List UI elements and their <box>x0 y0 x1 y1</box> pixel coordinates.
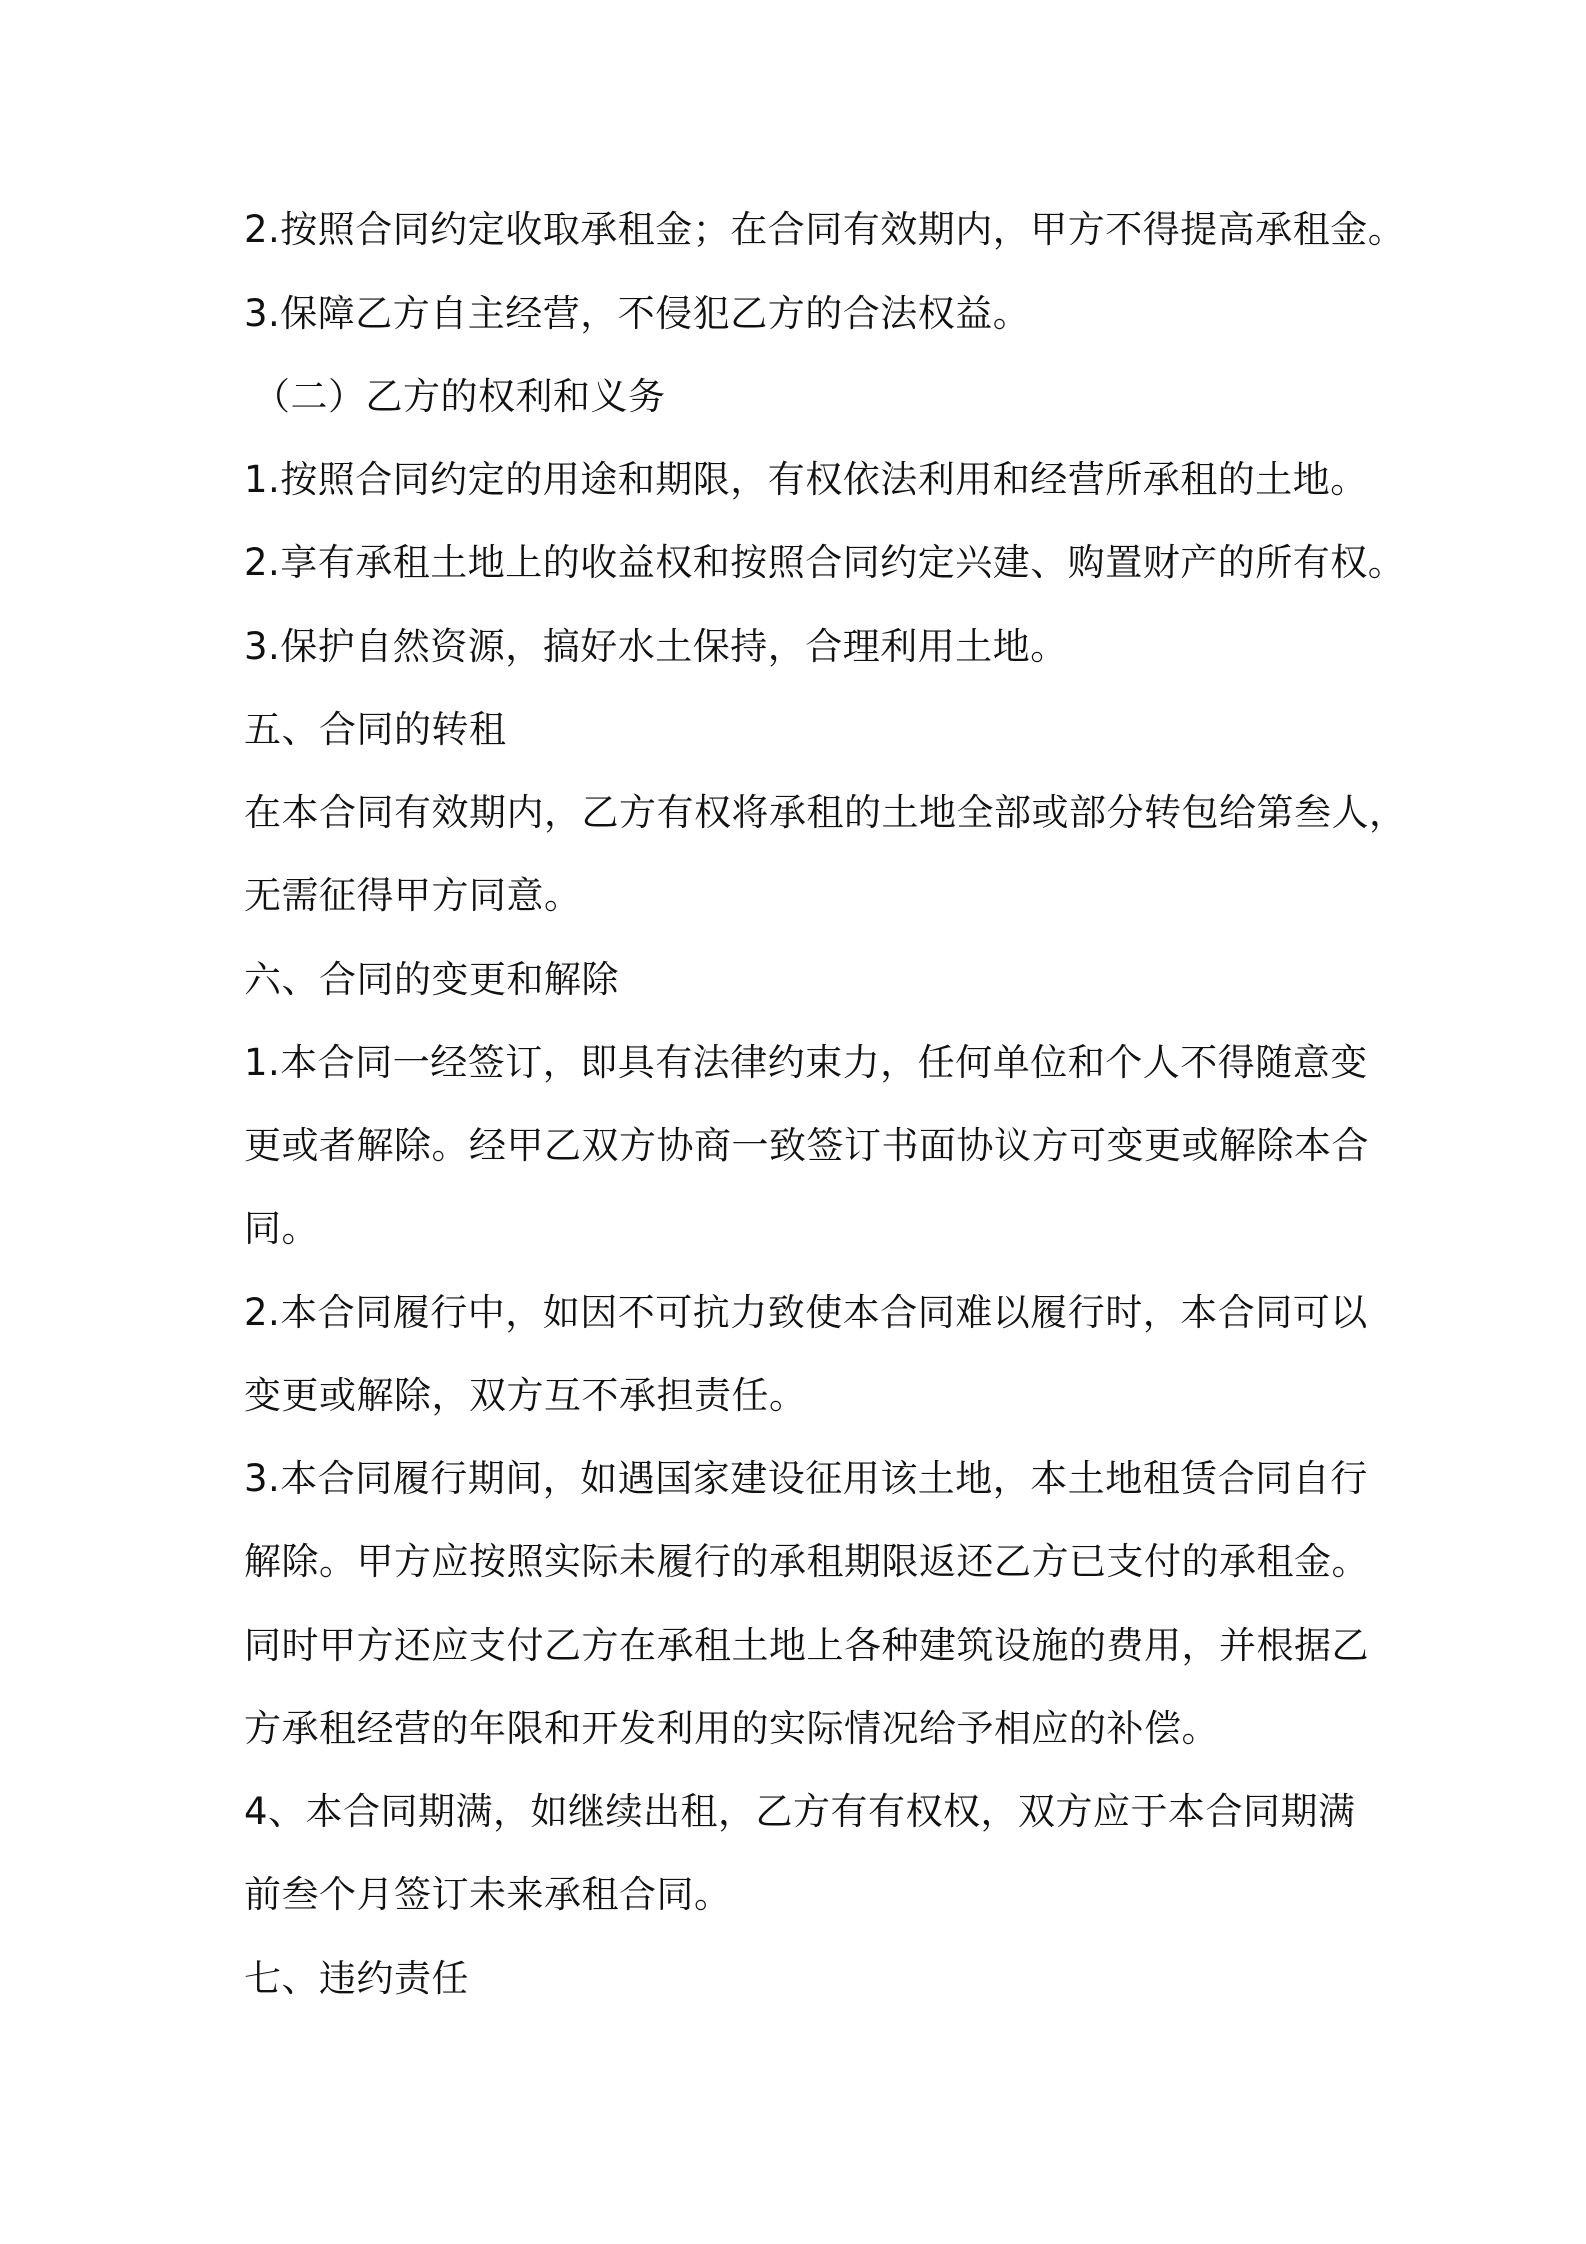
paragraph-line: 3.本合同履行期间，如遇国家建设征用该土地，本土地租赁合同自行 <box>244 1457 1368 1500</box>
paragraph-line: 同。 <box>244 1207 319 1250</box>
paragraph-line: 变更或解除，双方互不承担责任。 <box>244 1374 807 1417</box>
section-heading-lessee-rights: （二）乙方的权利和义务 <box>253 375 666 418</box>
paragraph-line: 方承租经营的年限和开发利用的实际情况给予相应的补偿。 <box>244 1707 1219 1750</box>
paragraph-line: 解除。甲方应按照实际未履行的承租期限返还乙方已支付的承租金。 <box>244 1540 1369 1583</box>
clause-line-lessor-rent: 2.按照合同约定收取承租金；在合同有效期内，甲方不得提高承租金。 <box>244 208 1406 251</box>
section-heading-sublease: 五、合同的转租 <box>244 708 507 751</box>
paragraph-line: 更或者解除。经甲乙双方协商一致签订书面协议方可变更或解除本合 <box>244 1124 1369 1167</box>
paragraph-line: 无需征得甲方同意。 <box>244 874 582 917</box>
clause-line-lessee-income: 2.享有承租土地上的收益权和按照合同约定兴建、购置财产的所有权。 <box>244 541 1406 584</box>
paragraph-line: 4、本合同期满，如继续出租，乙方有有权权，双方应于本合同期满 <box>244 1790 1356 1833</box>
clause-line-lessor-autonomy: 3.保障乙方自主经营，不侵犯乙方的合法权益。 <box>244 292 1031 335</box>
paragraph-line: 前叁个月签订未来承租合同。 <box>244 1873 732 1916</box>
paragraph-line: 在本合同有效期内，乙方有权将承租的土地全部或部分转包给第叁人， <box>244 791 1407 834</box>
paragraph-line: 1.本合同一经签订，即具有法律约束力，任何单位和个人不得随意变 <box>244 1041 1368 1084</box>
paragraph-line: 同时甲方还应支付乙方在承租土地上各种建筑设施的费用，并根据乙 <box>244 1624 1369 1667</box>
section-heading-change-termination: 六、合同的变更和解除 <box>244 958 619 1001</box>
paragraph-line: 2.本合同履行中，如因不可抗力致使本合同难以履行时，本合同可以 <box>244 1291 1368 1334</box>
clause-line-lessee-protection: 3.保护自然资源，搞好水土保持，合理利用土地。 <box>244 625 1068 668</box>
clause-line-lessee-use: 1.按照合同约定的用途和期限，有权依法利用和经营所承租的土地。 <box>244 458 1368 501</box>
section-heading-liability: 七、违约责任 <box>244 1957 469 2000</box>
